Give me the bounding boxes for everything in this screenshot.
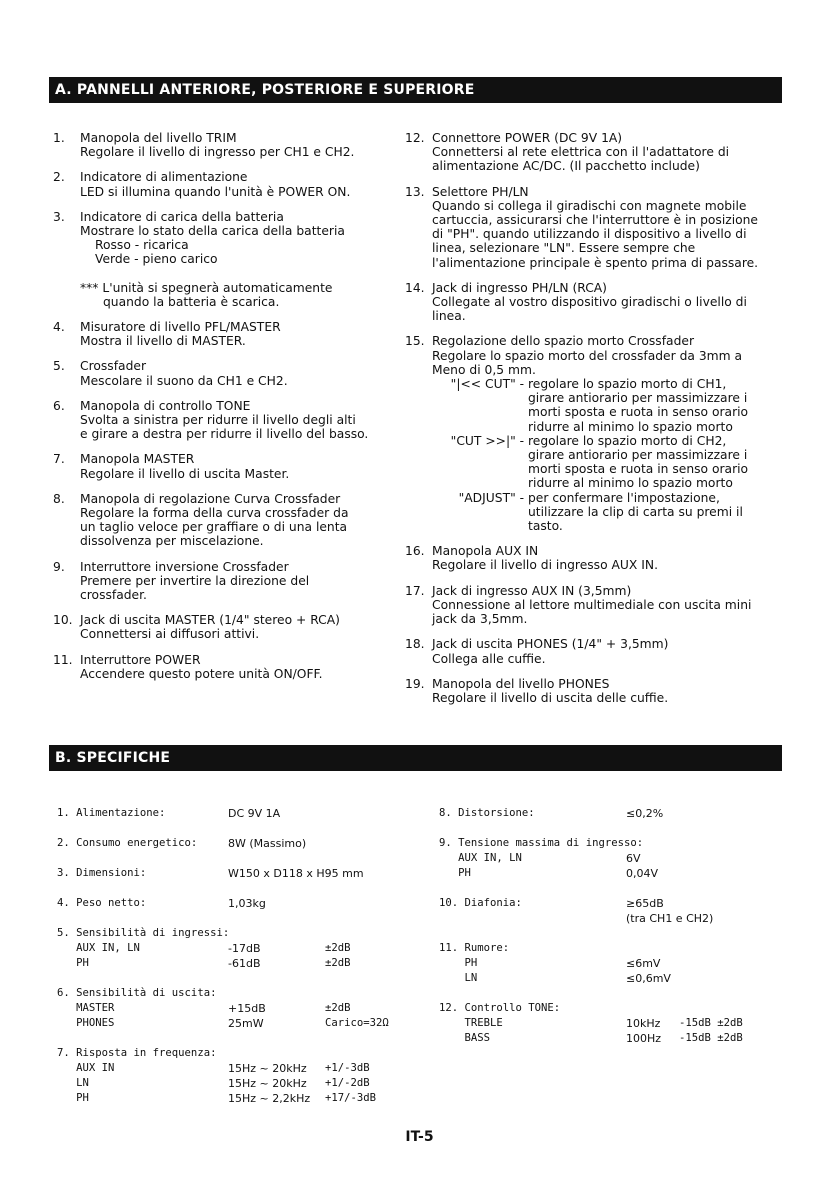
item-description: Connessione al lettore multimediale con uscita mini	[432, 597, 752, 612]
spec-label: AUX IN, LN	[439, 852, 522, 864]
item-description: alimentazione AC/DC. (Il pacchetto include)	[432, 159, 700, 174]
spec-row	[439, 1031, 784, 1046]
item-description: Regolare il livello di uscita Master.	[80, 466, 290, 481]
list-item	[53, 613, 393, 641]
item-title: Jack di uscita MASTER (1/4" stereo + RCA)	[80, 613, 340, 628]
item-description: Premere per invertire la direzione del	[80, 573, 310, 588]
item-title: Interruttore inversione Crossfader	[80, 559, 289, 574]
spec-value: 15Hz ~ 20kHz	[228, 1062, 307, 1075]
item-number: 2.	[53, 170, 65, 185]
cut-line: regolare lo spazio morto di CH1,	[528, 377, 727, 392]
item-number: 8.	[53, 491, 65, 506]
list-item	[53, 653, 393, 681]
item-note	[80, 281, 393, 309]
spec-value: +15dB	[228, 1002, 266, 1015]
spec-tolerance: +1/-3dB	[325, 1062, 370, 1074]
spec-row	[57, 1046, 427, 1061]
item-title: Jack di ingresso PH/LN (RCA)	[432, 280, 607, 295]
cut-value	[528, 377, 785, 434]
cut-line: regolare lo spazio morto di CH2,	[528, 433, 727, 448]
spec-row	[57, 956, 427, 971]
spec-tolerance: +17/-3dB	[325, 1092, 377, 1104]
spec-label: BASS	[439, 1032, 491, 1044]
item-description: Connettersi ai diffusori attivi.	[80, 627, 260, 642]
item-description: Regolare il livello di ingresso per CH1 e CH2.	[80, 145, 355, 160]
item-number: 5.	[53, 359, 65, 374]
item-description: jack da 3,5mm.	[432, 612, 528, 627]
spec-tolerance: ±2dB	[325, 942, 351, 954]
spec-value: -17dB	[228, 942, 261, 955]
item-description: Collegate al vostro dispositivo giradischi o livello di	[432, 295, 747, 310]
specs-right-column	[439, 806, 784, 1061]
cut-key: "ADJUST" -	[458, 490, 528, 505]
item-number: 10.	[53, 613, 73, 628]
item-description: cartuccia, assicurarsi che l'interruttore è in posizione	[432, 213, 758, 228]
item-number: 19.	[405, 676, 425, 691]
item-number: 7.	[53, 452, 65, 467]
spec-row	[57, 896, 427, 911]
item-description: Regolare lo spazio morto del crossfader da 3mm a	[432, 348, 743, 363]
spec-value: W150 x D118 x H95 mm	[228, 867, 364, 880]
spec-value: 15Hz ~ 2,2kHz	[228, 1092, 311, 1105]
spec-value: 6V	[626, 852, 641, 865]
spec-tolerance: ±2dB	[325, 957, 351, 969]
list-item	[53, 320, 393, 348]
spec-label: 9. Tensione massima di ingresso:	[439, 837, 644, 849]
spec-row	[57, 1016, 427, 1031]
list-item	[53, 560, 393, 603]
item-title: Indicatore di carica della batteria	[80, 209, 284, 224]
spec-value: 15Hz ~ 20kHz	[228, 1077, 307, 1090]
item-number: 16.	[405, 544, 425, 559]
spec-row	[439, 806, 784, 821]
spec-tolerance: Carico=32Ω	[325, 1017, 389, 1029]
item-subline: Rosso - ricarica	[95, 238, 189, 253]
item-description: Svolta a sinistra per ridurre il livello degli alti	[80, 413, 356, 428]
spec-row	[439, 941, 784, 956]
item-title: Manopola AUX IN	[432, 544, 539, 559]
spec-block	[439, 836, 784, 881]
list-item	[53, 452, 393, 480]
cut-key: "|<< CUT" -	[450, 377, 528, 392]
spec-block	[439, 941, 784, 986]
item-description: LED si illumina quando l'unità è POWER ON.	[80, 184, 351, 199]
spec-value: 1,03kg	[228, 897, 266, 910]
list-item	[405, 677, 785, 705]
item-description: Regolare la forma della curva crossfader da	[80, 506, 349, 521]
spec-row	[439, 1001, 784, 1016]
cut-line: girare antiorario per massimizzare i	[528, 391, 748, 406]
item-number: 9.	[53, 559, 65, 574]
item-number: 13.	[405, 184, 425, 199]
item-subline: Verde - pieno carico	[95, 252, 218, 267]
spec-label: TREBLE	[439, 1017, 503, 1029]
item-description: Quando si collega il giradischi con magnete mobile	[432, 198, 747, 213]
list-item	[405, 281, 785, 324]
spec-label: PH	[439, 957, 478, 969]
section-a-header: A. PANNELLI ANTERIORE, POSTERIORE E SUPERIORE	[49, 77, 782, 103]
spec-row	[57, 941, 427, 956]
cut-row	[432, 377, 785, 434]
spec-tolerance: -15dB ±2dB	[679, 1017, 743, 1029]
cut-line: tasto.	[528, 519, 563, 534]
page-number: IT-5	[405, 1129, 434, 1145]
spec-row	[57, 836, 427, 851]
item-description: di "PH". quando utilizzando il dispositivo a livello di	[432, 227, 747, 242]
item-number: 14.	[405, 280, 425, 295]
item-number: 4.	[53, 320, 65, 335]
item-description: Mostra il livello di MASTER.	[80, 334, 246, 349]
spec-value: 8W (Massimo)	[228, 837, 307, 850]
spec-block	[57, 806, 427, 821]
item-title: Regolazione dello spazio morto Crossfader	[432, 334, 694, 349]
cut-line: girare antiorario per massimizzare i	[528, 448, 748, 463]
list-item	[53, 359, 393, 387]
list-item	[405, 584, 785, 627]
item-description: Mostrare lo stato della carica della batteria	[80, 224, 345, 239]
item-title: Interruttore POWER	[80, 652, 201, 667]
spec-row	[57, 926, 427, 941]
spec-label: 10. Diafonia:	[439, 897, 522, 909]
spec-row	[439, 971, 784, 986]
spec-value: -61dB	[228, 957, 261, 970]
cut-line: utilizzare la clip di carta su premi il	[528, 504, 743, 519]
spec-tolerance: -15dB ±2dB	[679, 1032, 743, 1044]
item-number: 17.	[405, 583, 425, 598]
item-description: Mescolare il suono da CH1 e CH2.	[80, 373, 288, 388]
spec-row	[57, 1076, 427, 1091]
spec-row	[57, 986, 427, 1001]
spec-row	[57, 1001, 427, 1016]
item-description: e girare a destra per ridurre il livello del basso.	[80, 427, 369, 442]
item-number: 3.	[53, 209, 65, 224]
item-number: 11.	[53, 652, 73, 667]
cut-line: ridurre al minimo lo spazio morto	[528, 419, 733, 434]
spec-label: PH	[57, 957, 89, 969]
spec-row	[57, 1091, 427, 1106]
item-description: linea.	[432, 309, 466, 324]
spec-row	[439, 851, 784, 866]
specs-left-column	[57, 806, 427, 1121]
item-description: dissolvenza per miscelazione.	[80, 534, 264, 549]
spec-value: 0,04V	[626, 867, 659, 880]
list-item	[53, 210, 393, 309]
cut-key: "CUT >>|" -	[450, 433, 528, 448]
item-description: crossfader.	[80, 588, 147, 603]
item-description: l'alimentazione principale è spento prima di passare.	[432, 255, 759, 270]
item-number: 6.	[53, 398, 65, 413]
spec-row	[439, 956, 784, 971]
item-title: Manopola di controllo TONE	[80, 398, 251, 413]
item-description: un taglio veloce per graffiare o di una lenta	[80, 520, 348, 535]
item-number: 18.	[405, 637, 425, 652]
spec-label: MASTER	[57, 1002, 115, 1014]
list-item	[405, 185, 785, 270]
item-title: Indicatore di alimentazione	[80, 170, 248, 185]
spec-label: 1. Alimentazione:	[57, 807, 166, 819]
spec-label: 8. Distorsione:	[439, 807, 535, 819]
spec-value: 100Hz	[626, 1032, 662, 1045]
spec-row	[57, 1061, 427, 1076]
list-item	[405, 544, 785, 572]
spec-label: 7. Risposta in frequenza:	[57, 1047, 217, 1059]
spec-label: PHONES	[57, 1017, 115, 1029]
spec-label: AUX IN	[57, 1062, 115, 1074]
section-a-right-column	[405, 131, 785, 716]
spec-value: ≥65dB	[626, 897, 664, 910]
section-a-left-column	[53, 131, 393, 692]
list-item	[405, 131, 785, 174]
item-title: Connettore POWER (DC 9V 1A)	[432, 131, 623, 145]
item-title: Crossfader	[80, 359, 146, 374]
spec-row	[439, 866, 784, 881]
spec-tolerance: +1/-2dB	[325, 1077, 370, 1089]
spec-label: 11. Rumore:	[439, 942, 510, 954]
spec-value: 10kHz	[626, 1017, 661, 1030]
spec-row	[439, 896, 784, 911]
spec-label: 2. Consumo energetico:	[57, 837, 198, 849]
spec-label: 5. Sensibilità di ingressi:	[57, 927, 230, 939]
spec-label: PH	[57, 1092, 89, 1104]
spec-row	[57, 806, 427, 821]
item-number: 1.	[53, 131, 65, 145]
item-description: Meno di 0,5 mm.	[432, 362, 536, 377]
spec-label: LN	[57, 1077, 89, 1089]
cut-settings	[432, 377, 785, 533]
item-title: Manopola di regolazione Curva Crossfader	[80, 491, 341, 506]
spec-row	[439, 836, 784, 851]
note-line: *** L'unità si spegnerà automaticamente	[80, 280, 333, 295]
item-description: Connettersi al rete elettrica con il l'adattatore di	[432, 145, 730, 160]
spec-block	[57, 836, 427, 851]
item-number: 12.	[405, 131, 425, 145]
spec-value: ≤6mV	[626, 957, 661, 970]
cut-row	[432, 434, 785, 491]
section-b-header: B. SPECIFICHE	[49, 745, 782, 771]
cut-value	[528, 434, 785, 491]
note-line: quando la batteria è scarica.	[103, 294, 280, 309]
spec-label: LN	[439, 972, 478, 984]
spec-label: 6. Sensibilità di uscita:	[57, 987, 217, 999]
spec-tolerance: ±2dB	[325, 1002, 351, 1014]
item-title: Jack di uscita PHONES (1/4" + 3,5mm)	[432, 637, 669, 652]
item-title: Manopola MASTER	[80, 452, 195, 467]
item-title: Manopola del livello TRIM	[80, 131, 237, 145]
spec-block	[57, 926, 427, 971]
item-description: Collega alle cuffie.	[432, 651, 546, 666]
list-item	[53, 492, 393, 549]
spec-label: PH	[439, 867, 471, 879]
spec-value: ≤0,2%	[626, 807, 664, 820]
item-description: Regolare il livello di uscita delle cuffie.	[432, 690, 669, 705]
cut-line: per confermare l'impostazione,	[528, 490, 720, 505]
list-item	[405, 334, 785, 533]
spec-label: 4. Peso netto:	[57, 897, 147, 909]
item-description: Regolare il livello di ingresso AUX IN.	[432, 558, 659, 573]
cut-line: ridurre al minimo lo spazio morto	[528, 476, 733, 491]
spec-label: 12. Controllo TONE:	[439, 1002, 561, 1014]
spec-row	[439, 911, 784, 926]
item-title: Manopola del livello PHONES	[432, 676, 610, 691]
item-description: Accendere questo potere unità ON/OFF.	[80, 666, 323, 681]
item-title: Selettore PH/LN	[432, 184, 529, 199]
spec-value: ≤0,6mV	[626, 972, 671, 985]
item-description: linea, selezionare "LN". Essere sempre che	[432, 241, 696, 256]
item-number: 15.	[405, 334, 425, 349]
spec-value: (tra CH1 e CH2)	[626, 912, 714, 925]
spec-block	[57, 866, 427, 881]
list-item	[53, 399, 393, 442]
spec-block	[57, 1046, 427, 1106]
spec-block	[439, 896, 784, 926]
spec-block	[439, 1001, 784, 1046]
spec-block	[57, 986, 427, 1031]
cut-line: morti sposta e ruota in senso orario	[528, 405, 749, 420]
spec-block	[439, 806, 784, 821]
spec-block	[57, 896, 427, 911]
cut-row	[432, 491, 785, 534]
spec-value: DC 9V 1A	[228, 807, 281, 820]
list-item	[53, 170, 393, 198]
spec-row	[57, 866, 427, 881]
list-item	[53, 131, 393, 159]
spec-label: 3. Dimensioni:	[57, 867, 147, 879]
item-title: Jack di ingresso AUX IN (3,5mm)	[432, 583, 632, 598]
cut-value	[528, 491, 785, 534]
list-item	[405, 637, 785, 665]
item-title: Misuratore di livello PFL/MASTER	[80, 320, 281, 335]
spec-value: 25mW	[228, 1017, 264, 1030]
spec-label: AUX IN, LN	[57, 942, 140, 954]
spec-row	[439, 1016, 784, 1031]
cut-line: morti sposta e ruota in senso orario	[528, 462, 749, 477]
